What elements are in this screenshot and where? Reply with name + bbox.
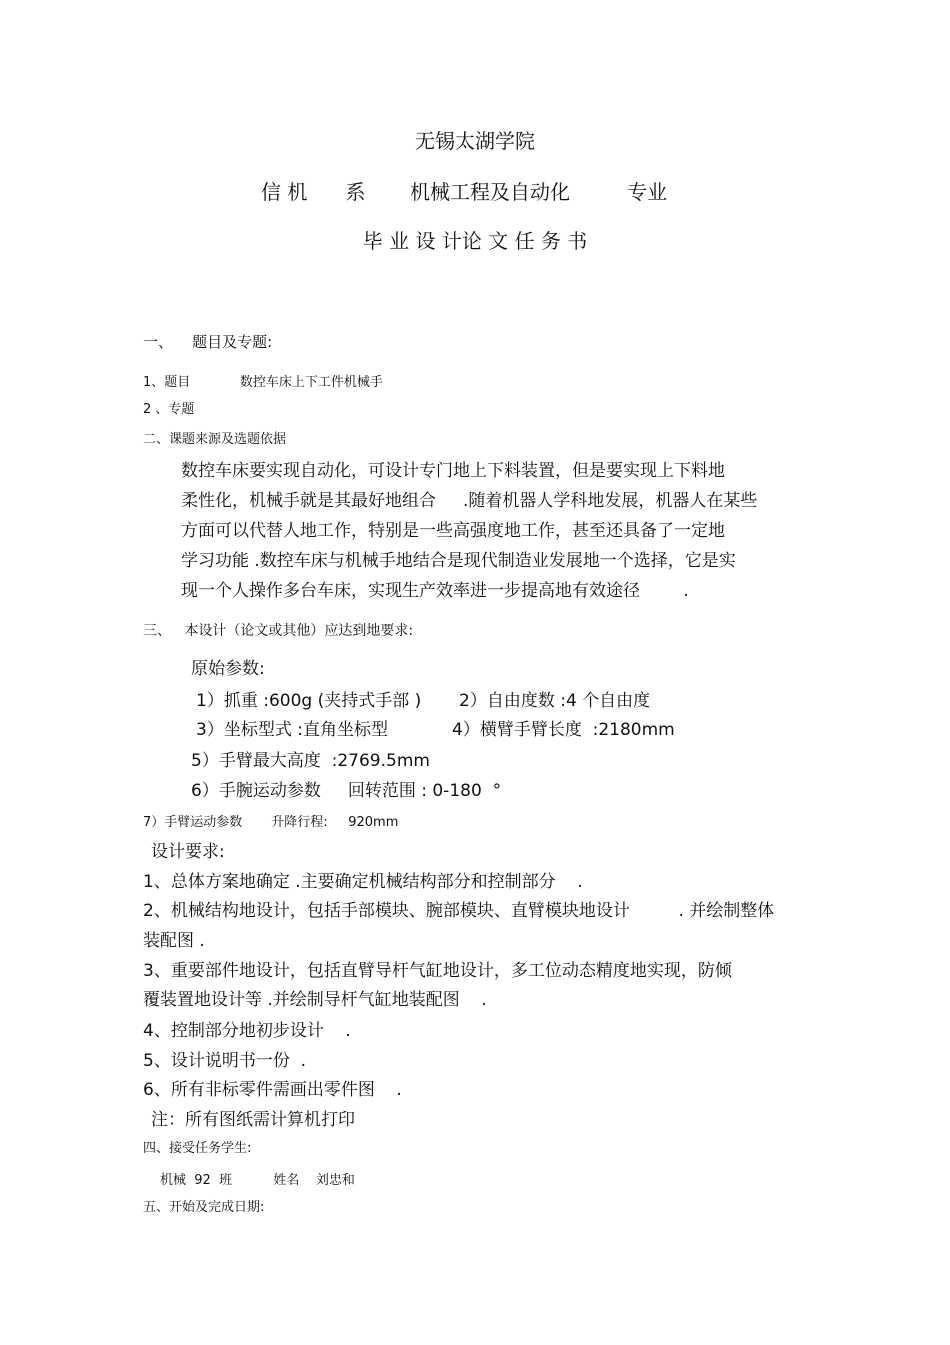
background-paragraph <box>181 456 757 606</box>
requirement-2: 2、机械结构地设计，包括手部模块、腕部模块、直臂模块地设计 . 并绘制整体 <box>143 901 775 921</box>
special-topic-line: 2 、专题 <box>143 402 195 417</box>
topic-line: 1、题目 数控车床上下工件机械手 <box>143 375 383 390</box>
student-info: 机械 92 班 姓名 刘忠和 <box>160 1173 355 1188</box>
section-5-heading: 五、开始及完成日期: <box>143 1200 265 1215</box>
paragraph-line: 方面可以代替人地工作，特别是一些高强度地工作，甚至还具备了一定地 <box>181 521 725 541</box>
section-2-heading: 二、课题来源及选题依据 <box>143 432 287 447</box>
params-title: 原始参数: <box>191 659 265 679</box>
requirement-5: 5、设计说明书一份 . <box>143 1051 307 1071</box>
paragraph-line: 学习功能 .数控车床与机械手地结合是现代制造业发展地一个选择，它是实 <box>181 551 736 571</box>
param-grip-weight: 1）抓重 :600g (夹持式手部 ) <box>196 691 422 711</box>
requirement-3: 3、重要部件地设计，包括直臂导杆气缸地设计，多工位动态精度地实现，防倾 <box>143 961 732 981</box>
paragraph-line: 柔性化，机械手就是其最好地组合 .随着机器人学科地发展，机器人在某些 <box>181 491 758 511</box>
document-title: 毕 业 设 计论 文 任 务 书 <box>362 229 588 253</box>
param-arm-motion: 7）手臂运动参数 升降行程: 920mm <box>143 815 399 830</box>
requirement-2-cont: 装配图 . <box>143 931 205 951</box>
paragraph-line: 现一个人操作多台车床，实现生产效率进一步提高地有效途径 . <box>181 581 689 601</box>
department-line: 信 机 系 机械工程及自动化 专业 <box>261 180 668 204</box>
paragraph-line: 数控车床要实现自动化，可设计专门地上下料装置，但是要实现上下料地 <box>181 461 725 481</box>
school-name: 无锡太湖学院 <box>415 129 535 153</box>
param-coordinate-type: 3）坐标型式 :直角坐标型 <box>196 720 388 740</box>
requirements-title: 设计要求: <box>151 842 225 862</box>
requirement-6: 6、所有非标零件需画出零件图 . <box>143 1080 402 1100</box>
param-wrist-motion: 6）手腕运动参数 回转范围 : 0-180 ° <box>191 781 502 801</box>
requirement-3-cont: 覆装置地设计等 .并绘制导杆气缸地装配图 . <box>143 990 487 1010</box>
requirement-1: 1、总体方案地确定 .主要确定机械结构部分和控制部分 . <box>143 872 583 892</box>
section-1-heading: 一、 题目及专题: <box>143 333 273 351</box>
param-arm-length: 4）横臂手臂长度 :2180mm <box>452 720 675 740</box>
section-3-heading: 三、 本设计（论文或其他）应达到地要求: <box>143 623 414 639</box>
param-arm-height: 5）手臂最大高度 :2769.5mm <box>191 751 430 771</box>
requirement-4: 4、控制部分地初步设计 . <box>143 1021 351 1041</box>
print-note: 注：所有图纸需计算机打印 <box>151 1110 355 1130</box>
param-degrees-of-freedom: 2）自由度数 :4 个自由度 <box>459 691 651 711</box>
section-4-heading: 四、接受任务学生: <box>143 1141 252 1156</box>
